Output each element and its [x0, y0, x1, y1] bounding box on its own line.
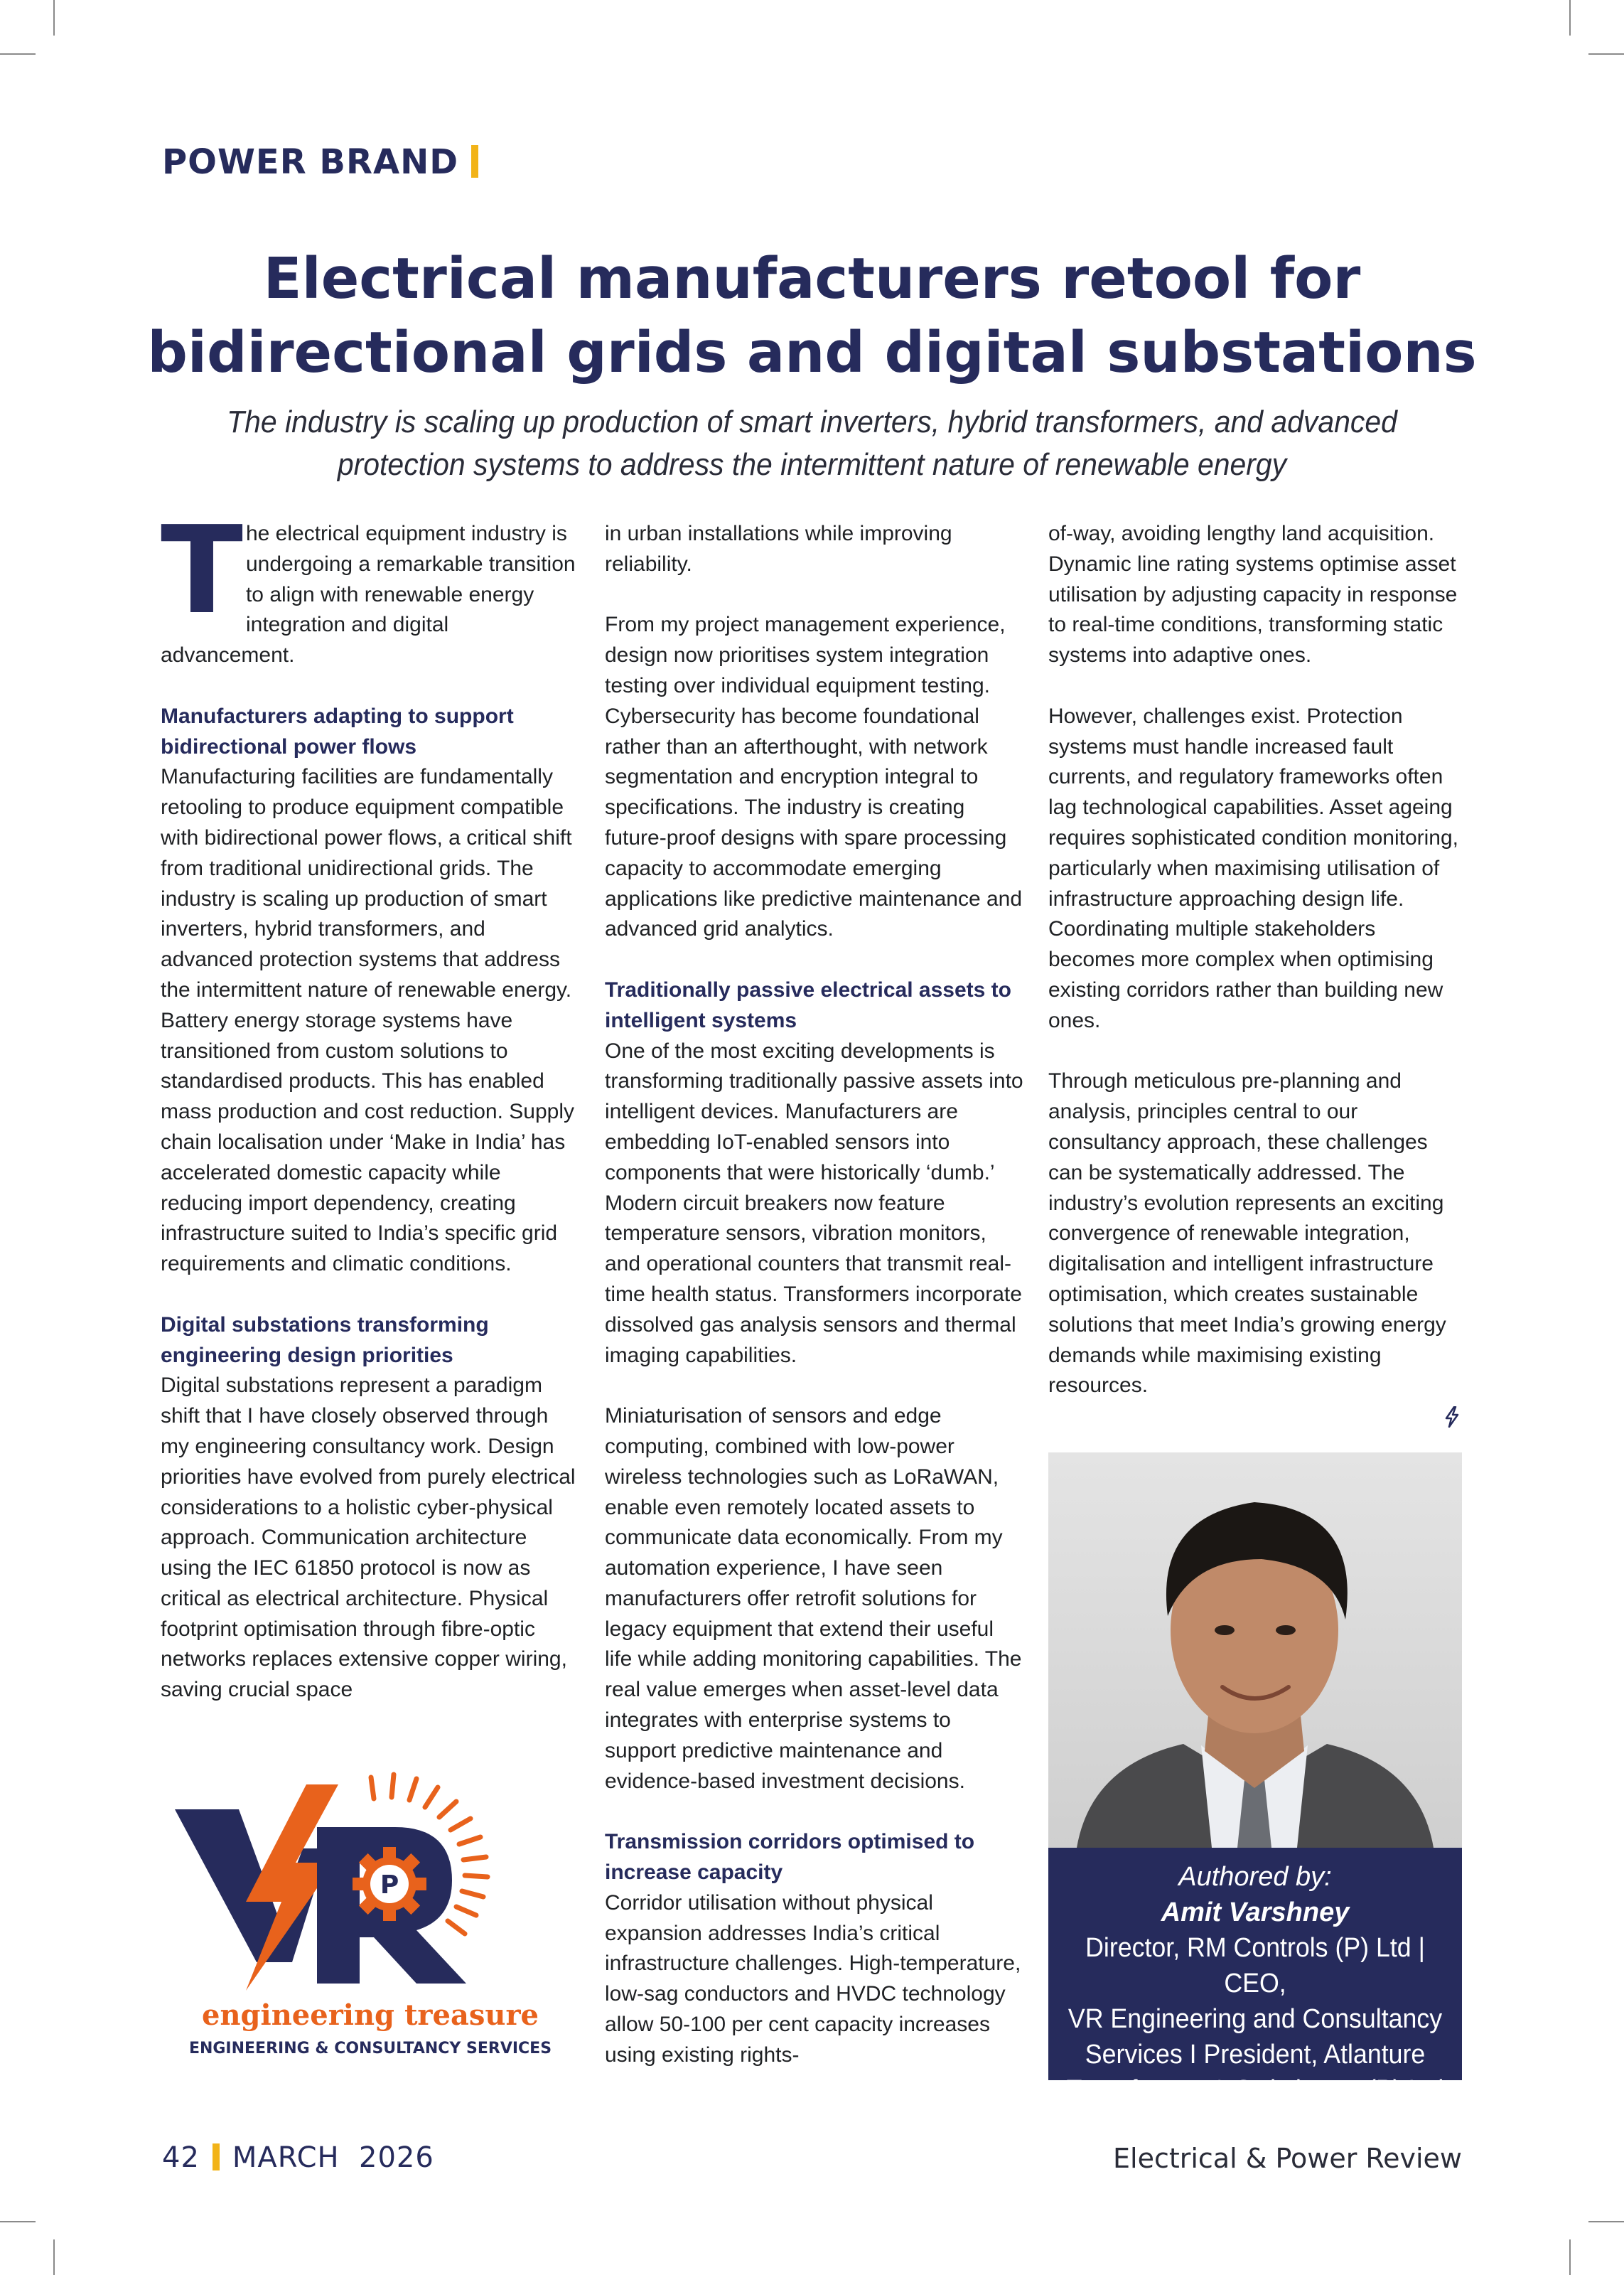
deck: The industry is scaling up production of smart inverters, hybrid transformers, and advanced protection systems to address the intermittent nature of renewable energy [227, 405, 1397, 482]
gear-icon [353, 1847, 426, 1921]
footer-accent-bar [213, 2143, 220, 2170]
vr-engineering-logo [161, 1756, 580, 2062]
page-footer-left [162, 2141, 434, 2174]
body-paragraph: One of the most exciting developments is transforming traditionally passive assets into intelligent devices. Manufacturers are embedding IoT-enabled sensors into components that were historically ‘dumb.’ Modern circuit breakers now feature temperature sensors, vibration monitors, and operational counters that transmit real-time health status. Transformers incorporate dissolved gas analysis sensors and thermal imaging capabilities. [605, 1039, 1023, 1367]
logo-tagline: engineering treasure [202, 1998, 539, 2032]
logo-subtitle: ENGINEERING & CONSULTANCY SERVICES [188, 2040, 552, 2057]
body-paragraph: Digital substations represent a paradigm shift that I have closely observed through my engineering consultancy work. Design priorities have evolved from purely electrical considerations to a holistic cyber-physical approach. Communication architecture using the IEC 61850 protocol is now as critical as electrical architecture. Physical footprint optimisation through fibre-optic networks replaces extensive copper wiring, saving crucial space [161, 1374, 576, 1702]
section-label-text: POWER BRAND [162, 142, 459, 182]
body-paragraph: Through meticulous pre-planning and analysis, principles central to our consultancy approach, these challenges can be systematically addressed. The industry’s evolution represents an exciting convergence of renewable integration, digitalisation and intelligent infrastructure optimisation, which creates sustainable solutions that meet India’s growing energy demands while maximising existing resources. [1048, 1069, 1446, 1398]
subheading: Transmission corridors optimised to increase capacity [605, 1830, 975, 1885]
author-role-line: Director, RM Controls (P) Ltd | CEO, [1085, 1933, 1425, 1998]
page-number: 42 [162, 2141, 200, 2174]
body-paragraph: From my project management experience, design now prioritises system integration testing over individual equipment testing. Cybersecurity has become foundational rather than an afterthought, with network segmentation and encryption integral to specifications. The industry is creating future-proof designs with spare processing capacity to accommodate emerging applications like predictive maintenance and advanced grid analytics. [605, 613, 1023, 941]
section-label-accent-bar [471, 145, 478, 178]
article-column-2 [605, 519, 1024, 2101]
crop-mark [1588, 2221, 1624, 2222]
author-role-line: VR Engineering and Consultancy [1068, 2004, 1443, 2034]
crop-mark [0, 53, 36, 55]
body-paragraph: of-way, avoiding lengthy land acquisition. Dynamic line rating systems optimise asset utilisation by adjusting capacity in response to real-time conditions, transforming static systems into adaptive ones. [1048, 522, 1458, 668]
intro-paragraph [161, 500, 580, 671]
body-paragraph: Miniaturisation of sensors and edge computing, combined with low-power wireless technologies such as LoRaWAN, enable even remotely located assets to communicate data economically. From my automation experience, I have seen manufacturers offer retrofit solutions for legacy equipment that extend their useful life while adding monitoring capabilities. The real value emerges when asset-level data integrates with enterprise systems to support predictive maintenance and evidence-based investment decisions. [605, 1404, 1022, 1793]
author-label: Authored by: [1178, 1862, 1332, 1892]
crop-mark [53, 2239, 55, 2275]
author-role-line: Services I President, Atlanture [1085, 2040, 1426, 2070]
article-column-1 [161, 500, 580, 1736]
gear-letter: P [380, 1870, 399, 1900]
crop-mark [0, 2221, 36, 2222]
body-paragraph: Manufacturing facilities are fundamentally retooling to produce equipment compatible with bidirectional power flows, a critical shift from traditional unidirectional grids. The industry is scaling up production of smart inverters, hybrid transformers, and advanced protection systems that address the intermittent nature of renewable energy. Battery energy storage systems have transitioned from custom solutions to standardised products. This has enabled mass production and cost reduction. Supply chain localisation under ‘Make in India’ has accelerated domestic capacity while reducing import dependency, creating infrastructure suited to India’s specific grid requirements and climatic conditions. [161, 765, 574, 1276]
author-role-line: Transformer & Switchgear (P) Ltd [1066, 2075, 1444, 2105]
subheading: Manufacturers adapting to support bidirectional power flows [161, 704, 514, 759]
body-paragraph: Corridor utilisation without physical expansion addresses India’s critical infrastructure challenges. High-temperature, low-sag conductors and HVDC technology allow 50-100 per cent capacity increases using existing rights- [605, 1890, 1021, 2067]
subheading: Traditionally passive electrical assets to intelligent systems [605, 978, 1011, 1032]
crop-mark [1569, 0, 1571, 36]
author-box [1048, 1848, 1462, 2105]
intro-text: he electrical equipment industry is undergoing a remarkable transition to align with renewable energy integration and digital advancement. [161, 522, 576, 668]
author-name: Amit Varshney [1161, 1897, 1350, 1927]
section-label [162, 142, 478, 182]
crop-mark [1569, 2239, 1571, 2275]
body-paragraph: However, challenges exist. Protection systems must handle increased fault currents, and regulatory frameworks often lag technological capabilities. Asset ageing requires sophisticated condition monitoring, particularly when maximising utilisation of infrastructure approaching design life. Coordinating multiple stakeholders becomes more complex when optimising existing corridors rather than building new ones. [1048, 704, 1458, 1032]
headline: Electrical manufacturers retool for bidirectional grids and digital substations [147, 246, 1477, 385]
article-column-3 [1048, 519, 1468, 1432]
crop-mark [1588, 53, 1624, 55]
body-paragraph: in urban installations while improving reliability. [605, 522, 952, 576]
lightning-end-icon [1443, 1406, 1461, 1428]
crop-mark [53, 0, 55, 36]
publication-name: Electrical & Power Review [1113, 2143, 1462, 2174]
author-photo [1048, 1452, 1462, 1848]
subheading: Digital substations transforming engineering design priorities [161, 1312, 489, 1367]
drop-cap: T [161, 500, 243, 641]
issue-date: MARCH 2026 [232, 2141, 434, 2174]
